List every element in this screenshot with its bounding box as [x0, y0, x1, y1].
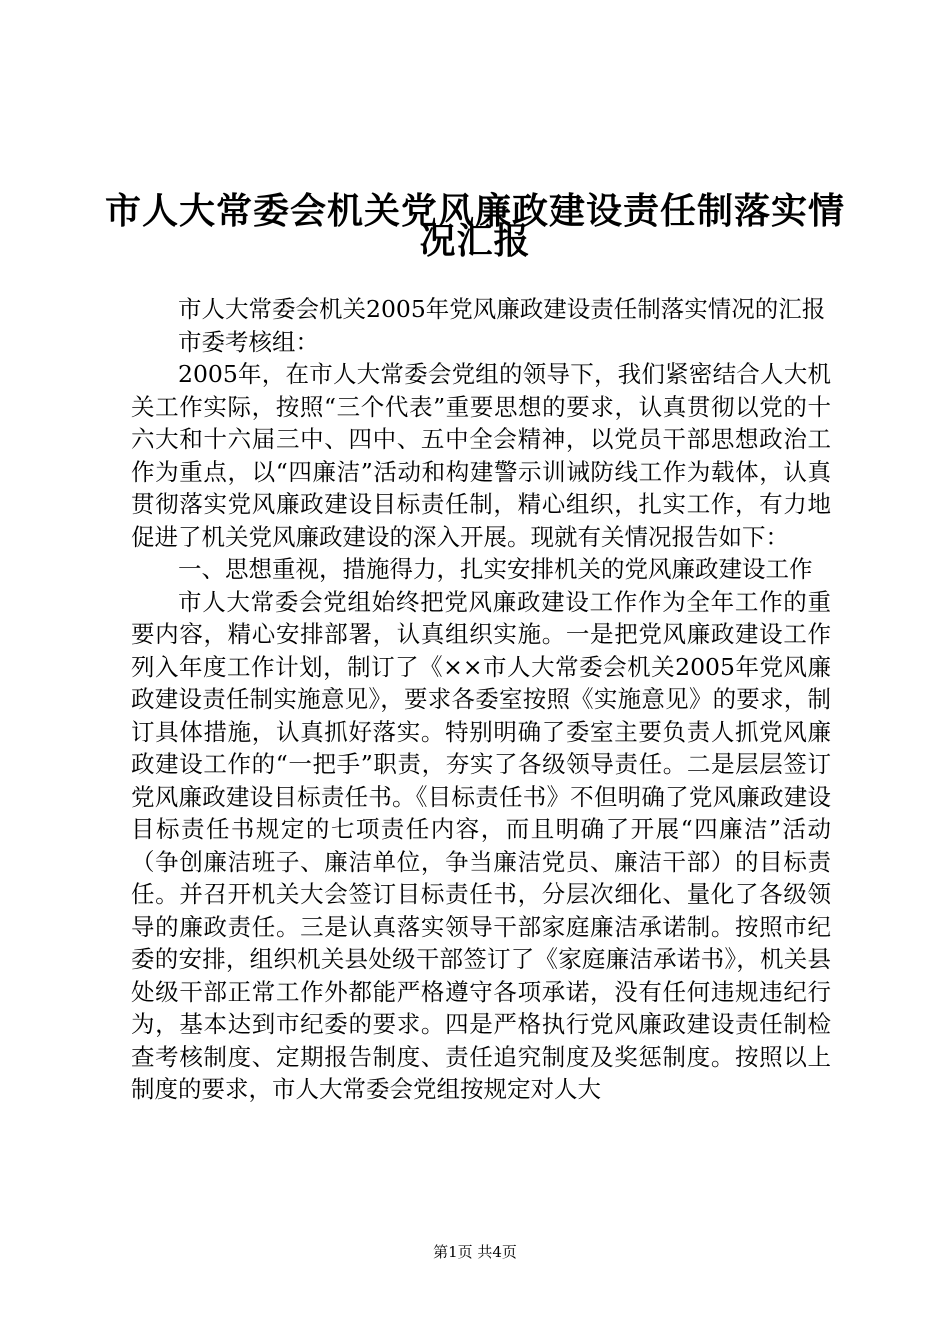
salutation-paragraph: 市委考核组：: [178, 327, 319, 356]
document-title-line-1: 市人大常委会机关党风廉政建设责任制落实情: [104, 191, 845, 232]
intro-paragraph: 2005年，在市人大常委会党组的领导下，我们紧密结合人大机关工作实际，按照“三个代表”重要思想的要求，认真贯彻以党的十六大和十六届三中、四中、五中全会精神，以党员干部思想政治工作为重点，以“四廉洁”活动和构建警示训诫防线工作为载体，认真贯彻落实党风廉政建设目标责任制，精心组织，扎实工作，有力地促进了机关党风廉政建设的深入开展。现就有关情况报告如下：: [131, 360, 831, 551]
document-body: [131, 293, 831, 1106]
section-1-paragraph: 市人大常委会党组始终把党风廉政建设工作作为全年工作的重要内容，精心安排部署，认真组织实施。一是把党风廉政建设工作列入年度工作计划，制订了《××市人大常委会机关2005年党风廉政建设责任制实施意见》，要求各委室按照《实施意见》的要求，制订具体措施，认真抓好落实。特别明确了委室主要负责人抓党风廉政建设工作的“一把手”职责，夯实了各级领导责任。二是层层签订党风廉政建设目标责任书。《目标责任书》不但明确了党风廉政建设目标责任书规定的七项责任内容，而且明确了开展“四廉洁”活动（争创廉洁班子、廉洁单位，争当廉洁党员、廉洁干部）的目标责任。并召开机关大会签订目标责任书，分层次细化、量化了各级领导的廉政责任。三是认真落实领导干部家庭廉洁承诺制。按照市纪委的安排，组织机关县处级干部签订了《家庭廉洁承诺书》，机关县处级干部正常工作外都能严格遵守各项承诺，没有任何违规违纪行为，基本达到市纪委的要求。四是严格执行党风廉政建设责任制检查考核制度、定期报告制度、责任追究制度及奖惩制度。按照以上制度的要求，市人大常委会党组按规定对人大: [131, 587, 831, 1103]
section-heading-1: 一、思想重视，措施得力，扎实安排机关的党风廉政建设工作: [178, 555, 813, 583]
subtitle-paragraph: 市人大常委会机关2005年党风廉政建设责任制落实情况的汇报: [178, 295, 826, 323]
page-footer: 第1页 共4页: [433, 1243, 517, 1261]
document-title-line-2: 况汇报: [419, 221, 531, 262]
